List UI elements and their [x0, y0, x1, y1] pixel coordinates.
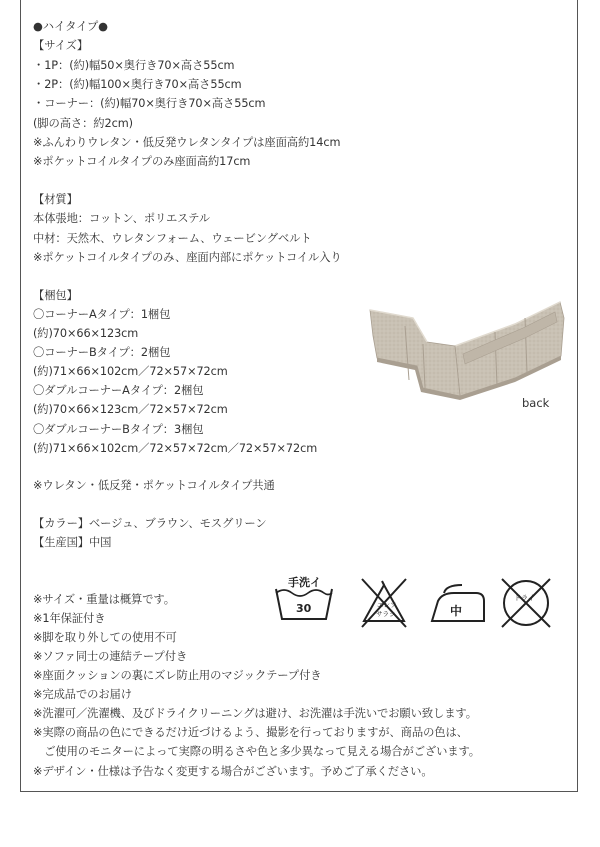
type-heading: ●ハイタイプ● [33, 20, 108, 33]
origin-line: 【生産国】中国 [33, 536, 112, 549]
package-corner-b: 〇コーナーBタイプ：2梱包 [33, 346, 171, 359]
dry-label: ドライ [514, 594, 535, 602]
note-color-1: ※実際の商品の色にできるだけ近づけるよう、撮影を行っておりますが、商品の色は、 [33, 726, 468, 739]
common-note: ※ウレタン・低反発・ポケットコイルタイプ共通 [33, 479, 275, 492]
coil-height-note: ※ポケットコイルタイプのみ座面高約17cm [33, 155, 251, 168]
note-washing: ※洗濯可／洗濯機、及びドライクリーニングは避け、お洗濯は手洗いでお願い致します。 [33, 707, 477, 720]
material-upholstery: 本体張地：コットン、ポリエステル [33, 212, 211, 225]
note-cushion: ※座面クッションの裏にズレ防止用のマジックテープ付き [33, 669, 322, 682]
package-double-a-size: (約)70×66×123cm／72×57×72cm [33, 403, 228, 416]
note-legs: ※脚を取り外しての使用不可 [33, 631, 177, 644]
package-corner-a: 〇コーナーAタイプ：1梱包 [33, 308, 171, 321]
hand-wash-30-icon [276, 575, 332, 619]
note-design: ※デザイン・仕様は予告なく変更する場合がございます。予めご了承ください。 [33, 765, 433, 778]
size-1p: ・1P：(約)幅50×奥行き70×高さ55cm [33, 59, 235, 72]
size-corner: ・コーナー：(約)幅70×奥行き70×高さ55cm [33, 97, 266, 110]
note-tape: ※ソファ同士の連結テープ付き [33, 650, 188, 663]
wash-temp-label: 30 [296, 602, 312, 615]
material-filling: 中材：天然木、ウレタンフォーム、ウェービングベルト [33, 232, 312, 245]
image-caption: back [522, 396, 550, 410]
package-double-b: 〇ダブルコーナーBタイプ：3梱包 [33, 423, 204, 436]
note-color-2: ご使用のモニターによって実際の明るさや色と多少異なって見える場合がございます。 [33, 745, 480, 758]
package-double-b-size: (約)71×66×102cm／72×57×72cm／72×57×72cm [33, 442, 318, 455]
size-2p: ・2P：(約)幅100×奥行き70×高さ55cm [33, 78, 242, 91]
package-heading: 【梱包】 [33, 289, 78, 302]
sofa-back-image [365, 296, 565, 408]
color-line: 【カラー】ベージュ、ブラウン、モスグリーン [33, 517, 267, 530]
size-heading: 【サイズ】 [33, 39, 89, 52]
bleach-label-2: サラシ [376, 610, 396, 618]
note-delivery: ※完成品でのお届け [33, 688, 132, 701]
bleach-label-1: エンソ [377, 601, 397, 609]
material-heading: 【材質】 [33, 193, 78, 206]
no-chlorine-bleach-icon [362, 579, 406, 627]
material-coil-note: ※ポケットコイルタイプのみ、座面内部にポケットコイル入り [33, 251, 342, 264]
no-dry-clean-icon [502, 579, 550, 627]
care-icons [272, 571, 572, 631]
note-weight: ※サイズ・重量は概算です。 [33, 593, 175, 606]
hand-wash-label: 手洗イ [288, 576, 321, 589]
iron-label: 中 [450, 604, 463, 618]
package-corner-a-size: (約)70×66×123cm [33, 327, 139, 340]
leg-height: (脚の高さ：約2cm) [33, 117, 133, 130]
package-double-a: 〇ダブルコーナーAタイプ：2梱包 [33, 384, 204, 397]
note-warranty: ※1年保証付き [33, 612, 106, 625]
iron-medium-icon [432, 585, 484, 621]
package-corner-b-size: (約)71×66×102cm／72×57×72cm [33, 365, 228, 378]
seat-height-note: ※ふんわりウレタン・低反発ウレタンタイプは座面高約14cm [33, 136, 341, 149]
